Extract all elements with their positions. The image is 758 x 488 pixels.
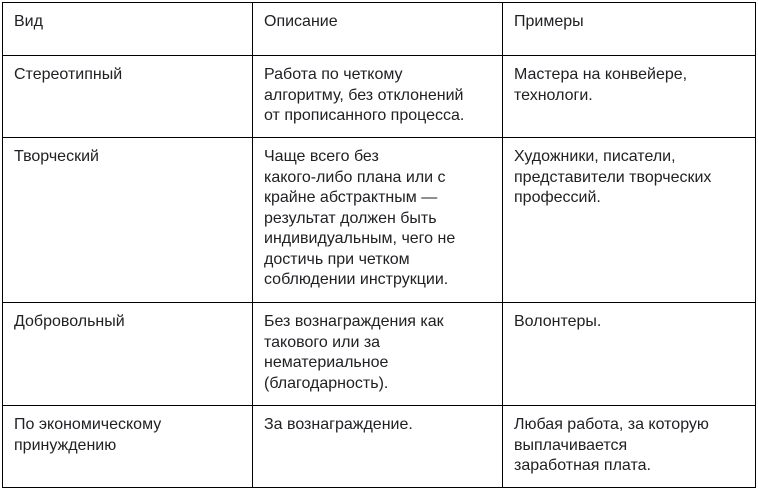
description-line: Без вознаграждения как [264, 313, 444, 330]
examples-cell [503, 56, 756, 138]
header-cell-description [253, 3, 503, 56]
table-header-row [3, 3, 756, 56]
header-description-text: Описание [264, 13, 338, 30]
description-line: индивидуальным, чего не [264, 230, 456, 247]
examples-line: технологи. [514, 86, 593, 104]
examples-cell [503, 303, 756, 406]
header-kind-text: Вид [14, 13, 43, 30]
examples-line: заработная плата. [514, 457, 651, 474]
examples-line: Мастера на конвейере, [514, 66, 688, 83]
kind-text: Стереотипный [14, 66, 123, 83]
description-line: такового или за [264, 333, 381, 351]
description-cell [253, 303, 503, 406]
table-row [3, 138, 756, 303]
description-line: алгоритму, без отклонений [264, 86, 464, 104]
kind-cell [3, 303, 253, 406]
examples-line: профессий. [514, 189, 601, 206]
table-row [3, 406, 756, 488]
description-line: соблюдении инструкции. [264, 271, 449, 288]
description-line: крайне абстрактным — [264, 189, 438, 206]
kind-cell [3, 406, 253, 488]
description-line: Работа по четкому [264, 66, 403, 83]
kind-line: По экономическому [14, 416, 162, 433]
description-line: Чаще всего без [264, 148, 379, 165]
header-examples-text: Примеры [514, 13, 584, 30]
description-line: нематериальное [264, 354, 389, 371]
examples-line: Волонтеры. [514, 313, 602, 330]
examples-cell [503, 406, 756, 488]
table-row [3, 56, 756, 138]
description-cell [253, 56, 503, 138]
kind-text: Добровольный [14, 313, 125, 330]
kind-text: Творческий [14, 148, 99, 165]
examples-line: Художники, писатели, [514, 148, 676, 165]
kind-cell [3, 138, 253, 303]
examples-line: представители творческих [514, 168, 712, 186]
work-types-table [2, 2, 756, 488]
kind-line: принуждению [14, 436, 117, 454]
description-line: достичь при четком [264, 250, 410, 268]
description-cell [253, 406, 503, 488]
description-line: результат должен быть [264, 209, 437, 227]
examples-line: Любая работа, за которую [514, 416, 709, 433]
header-cell-examples [503, 3, 756, 56]
description-line: какого-либо плана или с [264, 168, 446, 186]
kind-cell [3, 56, 253, 138]
description-cell [253, 138, 503, 303]
examples-cell [503, 138, 756, 303]
examples-line: выплачивается [514, 436, 628, 454]
header-cell-kind [3, 3, 253, 56]
description-line: от прописанного процесса. [264, 107, 465, 124]
table-row [3, 303, 756, 406]
description-line: За вознаграждение. [264, 416, 413, 433]
description-line: (благодарность). [264, 374, 389, 392]
